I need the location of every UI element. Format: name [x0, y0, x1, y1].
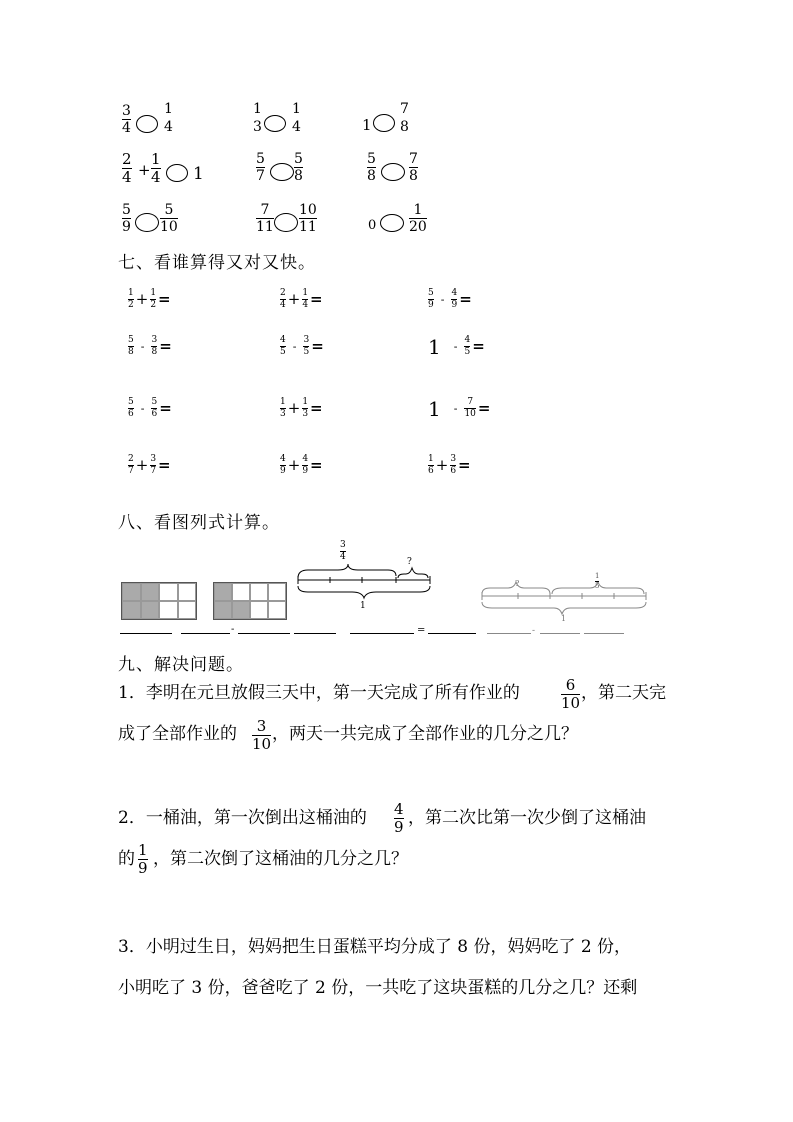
fraction: 4 9 [280, 454, 286, 476]
compare-circle[interactable] [264, 115, 286, 132]
fraction: 5 9 [428, 288, 434, 310]
fraction: 1 2 [128, 288, 134, 310]
minus-sign: - [453, 340, 458, 353]
fraction: 1 2 [150, 288, 157, 310]
answer-blank[interactable] [428, 633, 476, 634]
answer-blank[interactable] [120, 633, 172, 634]
compare-circle[interactable] [135, 213, 159, 232]
equals-sign: = [417, 625, 426, 636]
calc-item [280, 336, 324, 357]
fraction: 1 20 [409, 202, 427, 235]
section8-title: 八、看图列式计算。 [118, 513, 280, 533]
minus-sign: - [453, 402, 458, 415]
fraction: 4 5 [280, 335, 286, 357]
equals-sign: = [159, 399, 172, 417]
plus-sign: + [287, 399, 301, 417]
compare-circle[interactable] [166, 164, 188, 182]
fraction: 4 9 [451, 288, 458, 310]
fraction: 1 9 [138, 841, 148, 877]
minus-sign: - [231, 624, 235, 635]
whole-number: 1 [428, 396, 441, 421]
minus-sign: - [140, 402, 145, 415]
fraction: 5 8 [294, 151, 303, 184]
equals-sign: = [158, 290, 171, 308]
whole-number: 1 [193, 164, 204, 184]
fraction: 1 6 [428, 454, 434, 476]
plus-sign: + [135, 290, 149, 308]
calc-item [428, 398, 490, 419]
equals-sign: = [310, 456, 323, 474]
fraction: 3 6 [450, 454, 457, 476]
fraction: 3 4 [122, 103, 131, 136]
fraction: 4 9 [302, 454, 309, 476]
problem-text: ，两天一共完成了全部作业的几分之几？ [272, 724, 578, 744]
equals-sign: = [459, 290, 472, 308]
fraction: 7 10 [464, 397, 476, 419]
answer-blank[interactable] [540, 633, 580, 634]
equals-sign: = [159, 337, 172, 355]
calc-item [280, 455, 323, 476]
equals-sign: = [311, 337, 324, 355]
compare-circle[interactable] [274, 213, 298, 232]
equals-sign: = [477, 399, 491, 417]
fraction: 5 6 [151, 397, 158, 419]
equals-sign: = [458, 456, 471, 474]
problem-text: 3．小明过生日，妈妈把生日蛋糕平均分成了 8 份，妈妈吃了 2 份， [118, 937, 632, 957]
fraction: 4 5 [464, 335, 471, 357]
fraction: 1 3 [280, 397, 286, 419]
diagram1-bottom-label: 1 [360, 601, 366, 611]
compare-circle[interactable] [380, 214, 404, 232]
answer-blank[interactable] [350, 633, 414, 634]
calc-item [428, 455, 471, 476]
calc-item [128, 455, 171, 476]
equals-sign: = [158, 456, 171, 474]
fraction: 1 4 [302, 288, 309, 310]
diagram2-left-label: ? [515, 579, 520, 588]
calc-item [428, 336, 485, 357]
plus-sign: + [287, 290, 301, 308]
minus-sign: - [532, 626, 536, 636]
fraction: 6 10 [561, 676, 581, 712]
fraction: 1 4 [164, 101, 173, 135]
calc-item [280, 289, 323, 310]
section7-title: 七、看谁算得又对又快。 [118, 253, 316, 273]
fraction: 7 8 [400, 101, 409, 135]
plus-sign: + [435, 456, 449, 474]
minus-sign: - [140, 340, 145, 353]
fraction-grid-2 [213, 582, 287, 620]
calc-item [128, 336, 172, 357]
fraction: 7 8 [409, 151, 418, 184]
problem-text: 的 [118, 849, 135, 869]
fraction: 5 8 [367, 151, 376, 184]
fraction: 1 3 [302, 397, 309, 419]
fraction: 7 11 [256, 202, 274, 235]
fraction: 1 4 [292, 101, 301, 135]
calc-item [280, 398, 323, 419]
whole-number: 1 [428, 334, 441, 359]
problem-text: 2．一桶油，第一次倒出这桶油的 [118, 808, 367, 828]
answer-blank[interactable] [181, 633, 230, 634]
problem-text: 成了全部作业的 [118, 724, 237, 744]
fraction: 3 7 [150, 454, 157, 476]
fraction: 3 10 [252, 717, 272, 753]
calc-item [128, 398, 172, 419]
answer-blank[interactable] [487, 633, 531, 634]
fraction: 3 5 [303, 335, 310, 357]
equals-sign: = [472, 337, 485, 355]
fraction: 2 4 [280, 288, 286, 310]
fraction: 5 7 [256, 151, 265, 184]
fraction: 1 4 [151, 150, 161, 186]
equals-sign: = [310, 399, 323, 417]
fraction: 1 3 [253, 101, 262, 135]
fraction: 4 9 [394, 800, 404, 836]
compare-circle[interactable] [270, 163, 294, 181]
whole-number: 0 [368, 218, 377, 233]
minus-sign: - [440, 293, 445, 306]
problem-text: 1．李明在元旦放假三天中，第一天完成了所有作业的 [118, 683, 520, 703]
diagram2-bottom-label: 1 [561, 614, 567, 623]
answer-blank[interactable] [294, 633, 336, 634]
fraction-grid-1 [121, 582, 197, 620]
whole-number: 1 [362, 116, 372, 134]
problem-text: ，第二次比第一次少倒了这桶油 [408, 808, 646, 828]
plus-sign: + [138, 161, 151, 179]
fraction: 5 10 [160, 202, 178, 235]
problem-text: ，第二天完 [581, 683, 666, 703]
section9-title: 九、解决问题。 [118, 655, 244, 675]
fraction: 10 11 [299, 202, 317, 235]
fraction: 5 9 [122, 202, 131, 235]
diagram1-right-label: ? [407, 557, 412, 567]
fraction: 3 8 [151, 335, 158, 357]
problem-text: ，第二次倒了这桶油的几分之几？ [153, 849, 408, 869]
answer-blank[interactable] [584, 633, 624, 634]
compare-circle[interactable] [136, 115, 158, 133]
fraction: 5 6 [128, 397, 134, 419]
plus-sign: + [135, 456, 149, 474]
calc-item [128, 289, 171, 310]
compare-circle[interactable] [373, 114, 395, 132]
fraction: 5 8 [128, 335, 134, 357]
diagram1-top-fraction: 3 4 [340, 540, 346, 562]
minus-sign: - [292, 340, 297, 353]
fraction: 2 7 [128, 454, 134, 476]
plus-sign: + [287, 456, 301, 474]
compare-circle[interactable] [381, 163, 405, 181]
problem-text: 小明吃了 3 份，爸爸吃了 2 份，一共吃了这块蛋糕的几分之几？还剩 [118, 978, 638, 998]
answer-blank[interactable] [238, 633, 290, 634]
fraction: 2 4 [122, 150, 132, 186]
equals-sign: = [310, 290, 323, 308]
diagram2-right-fraction: 1 5 [595, 572, 600, 590]
calc-item [428, 289, 472, 310]
